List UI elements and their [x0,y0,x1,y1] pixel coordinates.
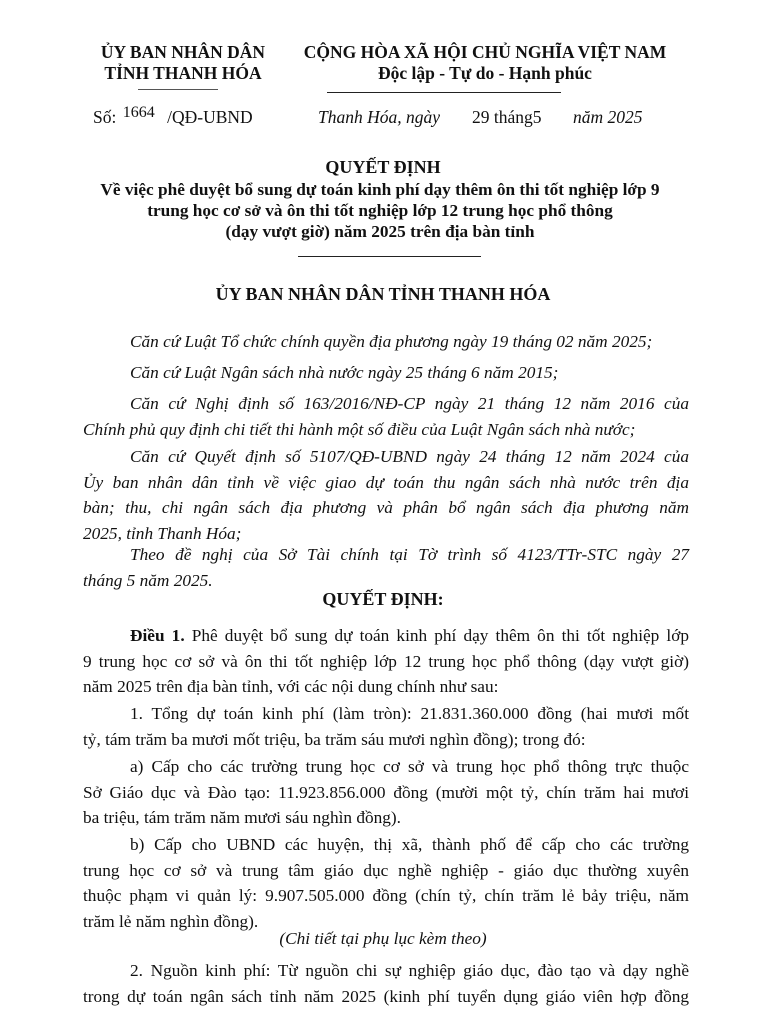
article-1-item-2 [83,958,689,1009]
article-1-item-a [83,754,689,831]
subject-line3: (dạy vượt giờ) năm 2025 trên địa bàn tỉnh [225,222,535,241]
text-line: thuộc phạm vi quản lý: 9.907.505.000 đồng (chín tỷ, chín trăm lẻ bảy triệu, năm [83,886,689,905]
article-1-label: Điều 1. [130,626,185,645]
text-line: Căn cứ Luật Tổ chức chính quyền địa phương ngày 19 tháng 02 năm 2025; [130,332,653,351]
document-type: QUYẾT ĐỊNH [325,157,441,177]
national-motto-line: Độc lập - Tự do - Hạnh phúc [378,63,592,83]
document-subject [60,179,700,242]
text-line: năm 2025 trên địa bàn tỉnh, với các nội dung chính như sau: [83,677,499,696]
legal-basis-4 [83,444,689,546]
document-number [93,104,253,128]
number-label: Số: [93,107,117,127]
legal-basis-5 [83,542,689,593]
date-day-month: 29 tháng5 [472,107,542,127]
text-line: trung học cơ sở và trung tâm giáo dục nghề nghiệp - giáo dục thường xuyên [83,860,689,880]
text-line: Điều 1. Phê duyệt bổ sung dự toán kinh phí dạy thêm ôn thi tốt nghiệp lớp [130,626,690,645]
subject-line2: trung học cơ sở và ôn thi tốt nghiệp lớp 12 trung học phổ thông [147,201,613,220]
decision-heading: QUYẾT ĐỊNH: [322,589,444,609]
text-line: tỷ, tám trăm ba mươi mốt triệu, ba trăm sáu mươi nghìn đồng); trong đó: [83,729,586,749]
text-line: Theo đề nghị của Sở Tài chính tại Tờ trình số 4123/TTr-STC ngày 27 [130,545,689,564]
date-year: năm 2025 [573,107,643,127]
text-line: bàn; thu, chi ngân sách địa phương và phân bổ ngân sách địa phương năm [83,498,689,517]
text-line: Căn cứ Luật Ngân sách nhà nước ngày 25 tháng 6 năm 2015; [130,363,559,382]
number-suffix: /QĐ-UBND [167,107,253,127]
text-line: 9 trung học cơ sở và ôn thi tốt nghiệp lớp 12 trung học phổ thông (dạy vượt giờ) [83,651,689,671]
text-line: 2. Nguồn kinh phí: Từ nguồn chi sự nghiệp giáo dục, đào tạo và dạy nghề [130,961,689,980]
text-line: Sở Giáo dục và Đào tạo: 11.923.856.000 đồng (mười một tỷ, chín trăm hai mươi [83,782,689,802]
legal-basis-2 [83,360,689,386]
issuing-authority-line1: ỦY BAN NHÂN DÂN [100,42,266,62]
text-line: Ủy ban nhân dân tỉnh về việc giao dự toán thu ngân sách nhà nước trên địa [83,472,689,492]
text-line: b) Cấp cho UBND các huyện, thị xã, thành phố để cấp cho các trường [130,835,689,854]
motto-underline [327,92,561,93]
text-line: ba triệu, tám trăm năm mươi sáu nghìn đồng). [83,808,401,827]
authority-underline [138,89,218,90]
text-line: a) Cấp cho các trường trung học cơ sở và trung học phổ thông trực thuộc [130,757,689,776]
text-line: tháng 5 năm 2025. [83,570,213,590]
article-1-item-1 [83,701,689,752]
subject-line1: Về việc phê duyệt bổ sung dự toán kinh phí dạy thêm ôn thi tốt nghiệp lớp 9 [100,180,660,199]
issuing-body-heading: ỦY BAN NHÂN DÂN TỈNH THANH HÓA [215,284,551,304]
text-line: Chính phủ quy định chi tiết thi hành một số điều của Luật Ngân sách nhà nước; [83,419,636,439]
issuing-authority-line2: TỈNH THANH HÓA [104,63,262,83]
text-line: Căn cứ Quyết định số 5107/QĐ-UBND ngày 24 tháng 12 năm 2024 của [130,447,689,466]
text-line: trong dự toán ngân sách tỉnh năm 2025 (kinh phí tuyển dụng giáo viên hợp đồng [83,986,689,1006]
legal-basis-1 [83,329,689,355]
legal-basis-3 [83,391,689,442]
text-line: 2025, tỉnh Thanh Hóa; [83,523,242,543]
text-line: 1. Tổng dự toán kinh phí (làm tròn): 21.831.360.000 đồng (hai mươi mốt [130,704,689,723]
text-line: trăm lẻ năm nghìn đồng). [83,911,259,931]
article-1 [83,623,689,700]
article-1-item-b [83,832,689,934]
appendix-note: (Chi tiết tại phụ lục kèm theo) [279,929,487,948]
number-value: 1664 [122,104,155,121]
issuing-authority [83,42,283,84]
national-motto [295,42,675,84]
text-line: Căn cứ Nghị định số 163/2016/NĐ-CP ngày 21 tháng 12 năm 2016 của [130,394,689,413]
subject-underline [298,256,481,257]
date-place: Thanh Hóa, ngày [318,107,441,127]
national-name: CỘNG HÒA XÃ HỘI CHỦ NGHĨA VIỆT NAM [303,42,667,62]
